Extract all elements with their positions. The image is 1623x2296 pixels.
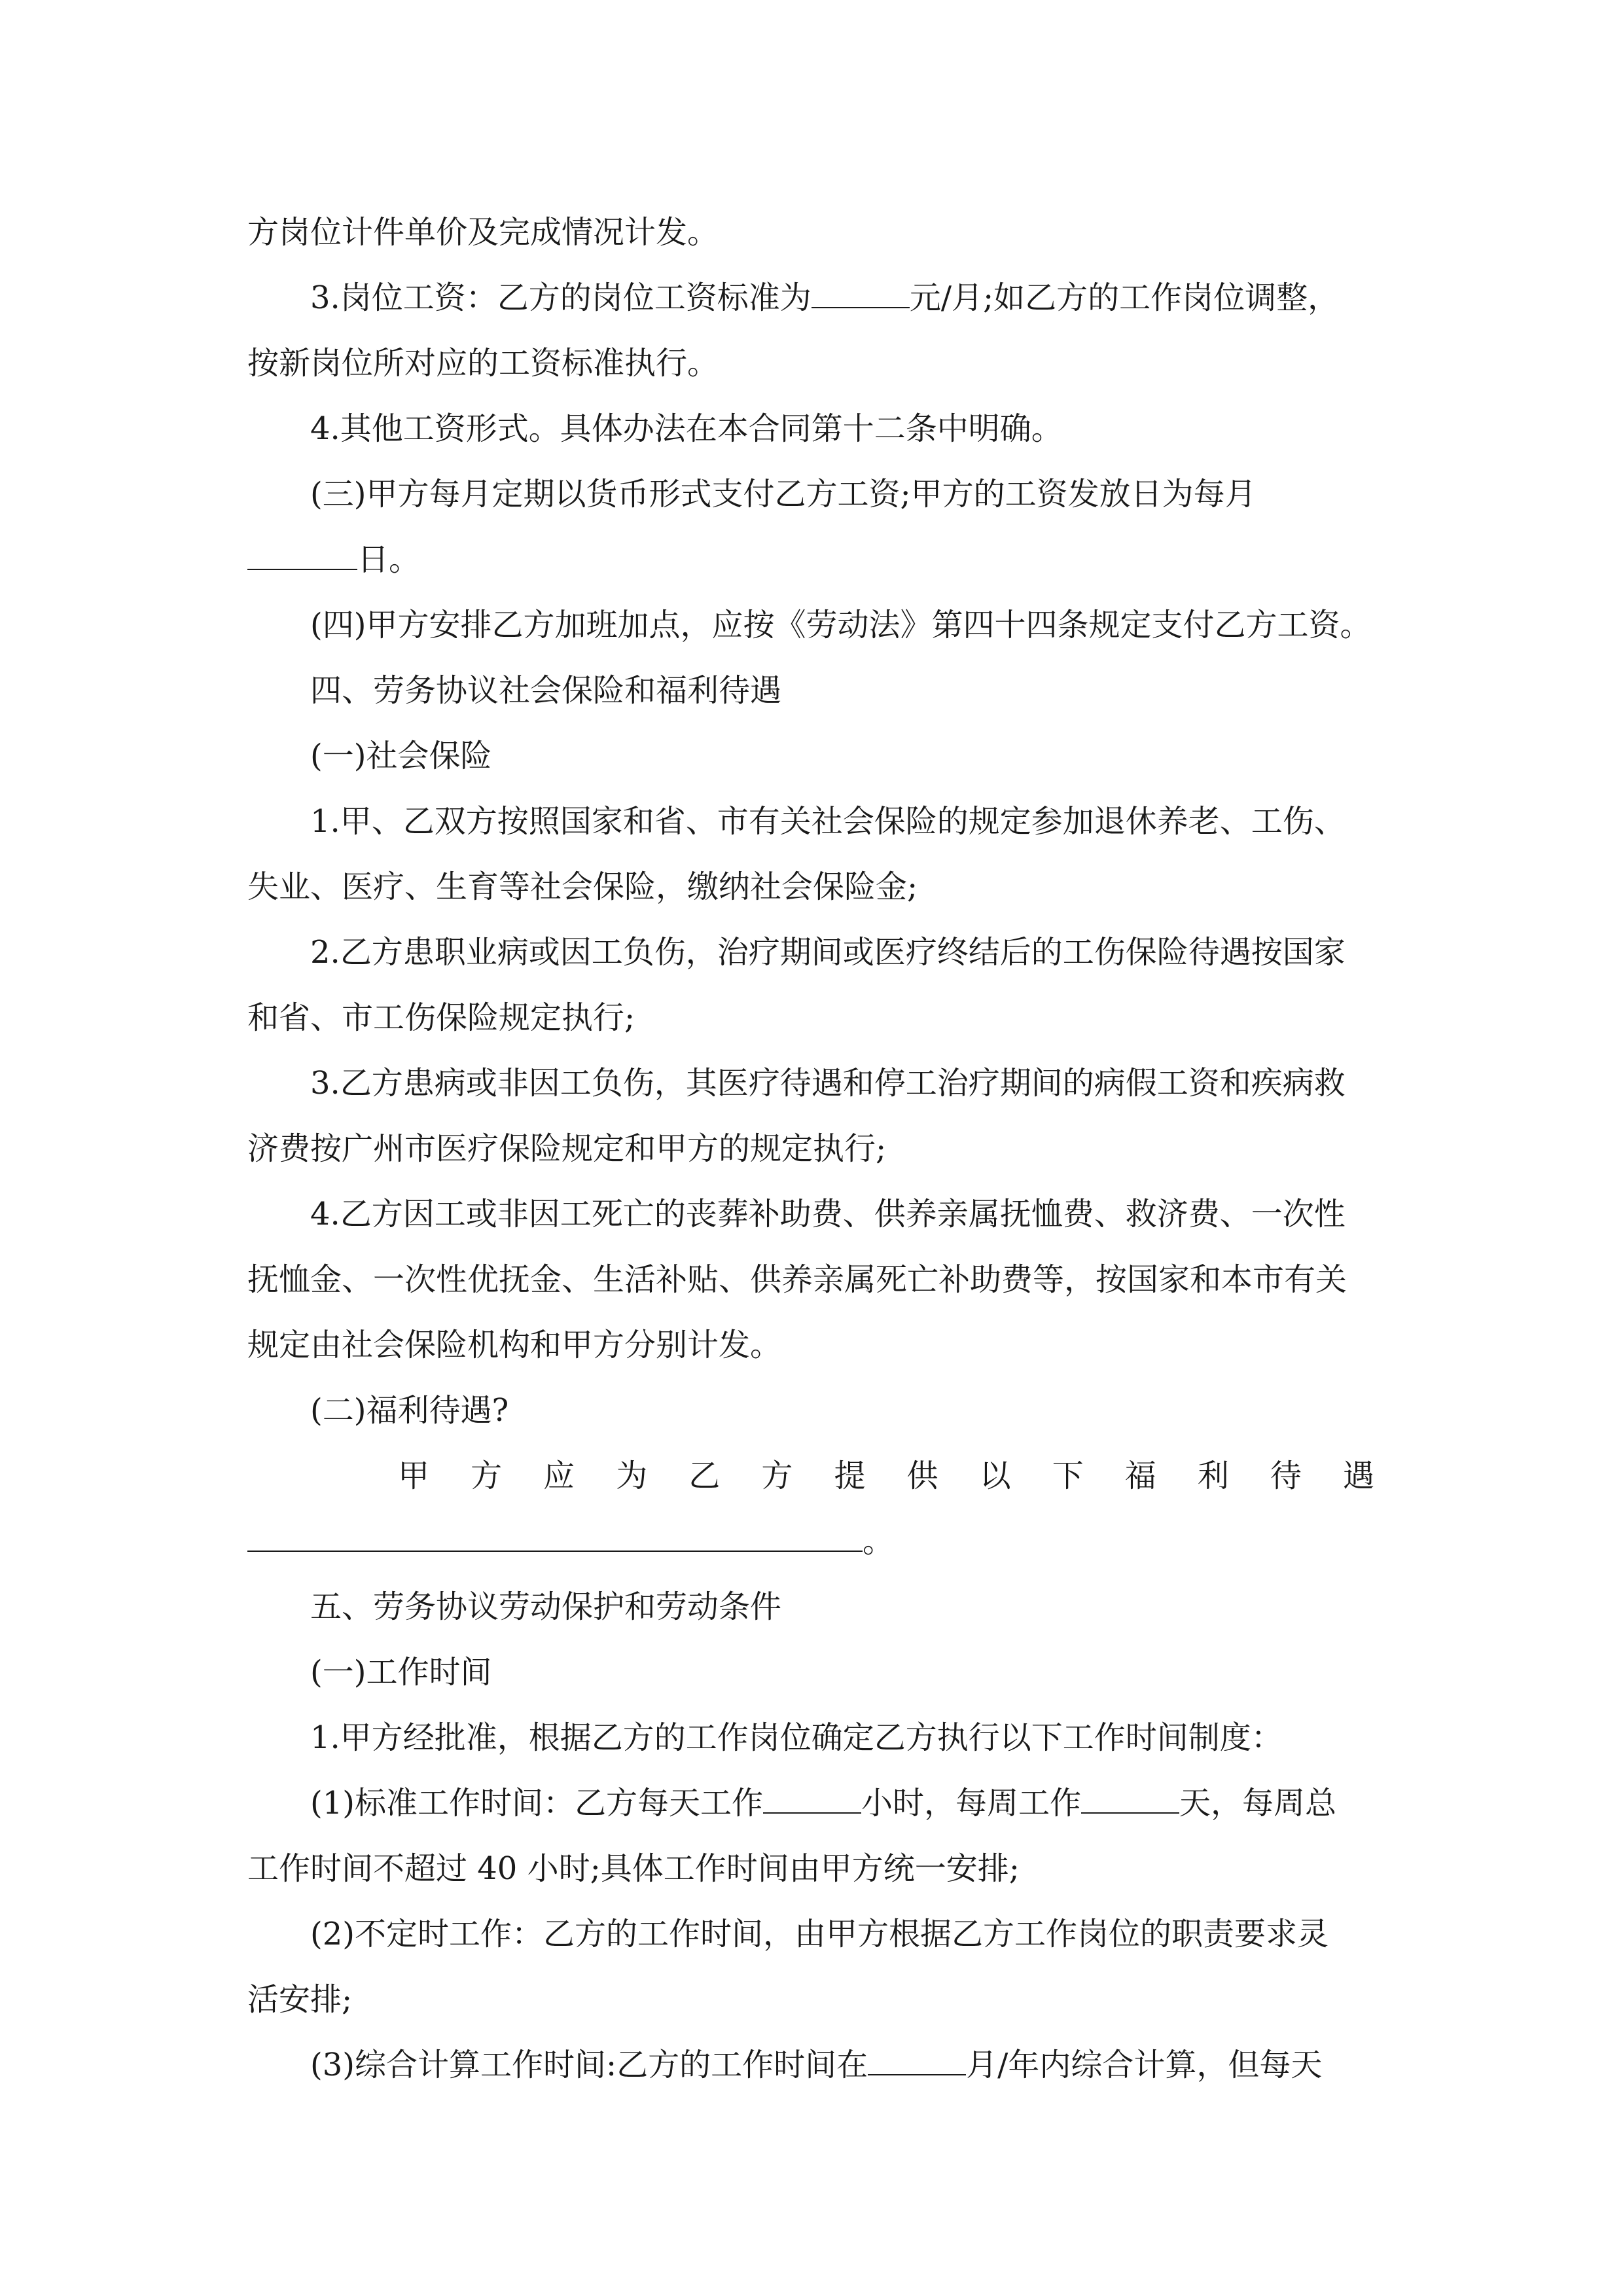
paragraph-line	[247, 1181, 1374, 1247]
blank-underline	[763, 1786, 861, 1814]
text-run: (一)工作时间	[310, 1654, 492, 1691]
paragraph-line	[247, 2032, 1374, 2098]
paragraph-line	[247, 1050, 1374, 1116]
blank-underline	[1081, 1786, 1179, 1814]
text-run: 月/年内综合计算，但每天	[966, 2047, 1323, 2083]
text-run: (二)福利待遇?	[310, 1392, 509, 1429]
text-run: (3)综合计算工作时间:乙方的工作时间在	[310, 2047, 868, 2083]
text-run: 1.甲、乙双方按照国家和省、市有关社会保险的规定参加退休养老、工伤、	[310, 803, 1346, 840]
paragraph-line	[247, 1116, 1374, 1181]
text-run: 五、劳务协议劳动保护和劳动条件	[310, 1588, 782, 1625]
paragraph-line	[247, 1836, 1374, 1901]
paragraph-line	[247, 331, 1374, 396]
text-run: (1)标准工作时间：乙方每天工作	[310, 1785, 763, 1821]
text-run: 和省、市工伤保险规定执行;	[247, 999, 635, 1036]
text-run: 天，每周总	[1179, 1785, 1337, 1821]
paragraph-line	[247, 1509, 1374, 1574]
subsection-heading	[247, 723, 1374, 789]
section-heading	[247, 658, 1374, 723]
text-run: 工作时间不超过 40 小时;具体工作时间由甲方统一安排;	[247, 1850, 1020, 1887]
paragraph-line	[247, 1247, 1374, 1312]
text-run: 甲 方 应 为 乙 方 提 供 以 下 福 利 待 遇	[398, 1458, 1374, 1494]
text-run: 按新岗位所对应的工资标准执行。	[247, 345, 719, 382]
paragraph-line	[247, 1312, 1374, 1378]
paragraph-line	[247, 592, 1374, 658]
text-run: 方岗位计件单价及完成情况计发。	[247, 214, 719, 251]
text-run: (三)甲方每月定期以货币形式支付乙方工资;甲方的工资发放日为每月	[310, 476, 1257, 512]
paragraph-line	[247, 200, 1374, 265]
text-run: 四、劳务协议社会保险和福利待遇	[310, 672, 782, 709]
section-heading	[247, 1574, 1374, 1640]
paragraph-line	[247, 854, 1374, 920]
text-run: 2.乙方患职业病或因工负伤，治疗期间或医疗终结后的工伤保险待遇按国家	[310, 934, 1346, 971]
text-run: 4.其他工资形式。具体办法在本合同第十二条中明确。	[310, 410, 1063, 447]
paragraph-line	[247, 985, 1374, 1050]
blank-underline	[247, 1524, 863, 1552]
text-run: (四)甲方安排乙方加班加点，应按《劳动法》第四十四条规定支付乙方工资。	[310, 607, 1372, 643]
text-run: 小时，每周工作	[861, 1785, 1082, 1821]
text-run: 济费按广州市医疗保险规定和甲方的规定执行;	[247, 1130, 887, 1167]
text-run: 1.甲方经批准，根据乙方的工作岗位确定乙方执行以下工作时间制度：	[310, 1719, 1283, 1756]
paragraph-line	[247, 265, 1374, 331]
text-run: 规定由社会保险机构和甲方分别计发。	[247, 1327, 782, 1363]
text-run: 活安排;	[247, 1981, 353, 2018]
paragraph-line	[247, 1967, 1374, 2032]
paragraph-line	[247, 527, 1374, 592]
blank-underline	[868, 2048, 966, 2075]
subsection-heading	[247, 1640, 1374, 1705]
paragraph-line	[247, 1770, 1374, 1836]
paragraph-line	[247, 396, 1374, 461]
text-run: 元/月;如乙方的工作岗位调整，	[909, 279, 1340, 316]
text-run: (一)社会保险	[310, 738, 492, 774]
subsection-heading	[247, 1378, 1374, 1443]
text-run: 日。	[357, 541, 421, 578]
paragraph-line	[247, 920, 1374, 985]
text-run: 抚恤金、一次性优抚金、生活补贴、供养亲属死亡补助费等，按国家和本市有关	[247, 1261, 1347, 1298]
blank-underline	[812, 281, 910, 308]
blank-underline	[247, 543, 357, 570]
text-run: 3.乙方患病或非因工负伤，其医疗待遇和停工治疗期间的病假工资和疾病救	[310, 1065, 1346, 1102]
paragraph-line	[247, 461, 1374, 527]
paragraph-line	[247, 1901, 1374, 1967]
paragraph-line-spaced	[247, 1443, 1374, 1509]
document-body	[247, 200, 1374, 2098]
paragraph-line	[247, 789, 1374, 854]
text-run: 4.乙方因工或非因工死亡的丧葬补助费、供养亲属抚恤费、救济费、一次性	[310, 1196, 1346, 1232]
text-run: 。	[863, 1523, 895, 1560]
text-run: (2)不定时工作：乙方的工作时间，由甲方根据乙方工作岗位的职责要求灵	[310, 1916, 1329, 1952]
text-run: 3.岗位工资：乙方的岗位工资标准为	[310, 279, 812, 316]
text-run: 失业、医疗、生育等社会保险，缴纳社会保险金;	[247, 869, 918, 905]
paragraph-line	[247, 1705, 1374, 1770]
